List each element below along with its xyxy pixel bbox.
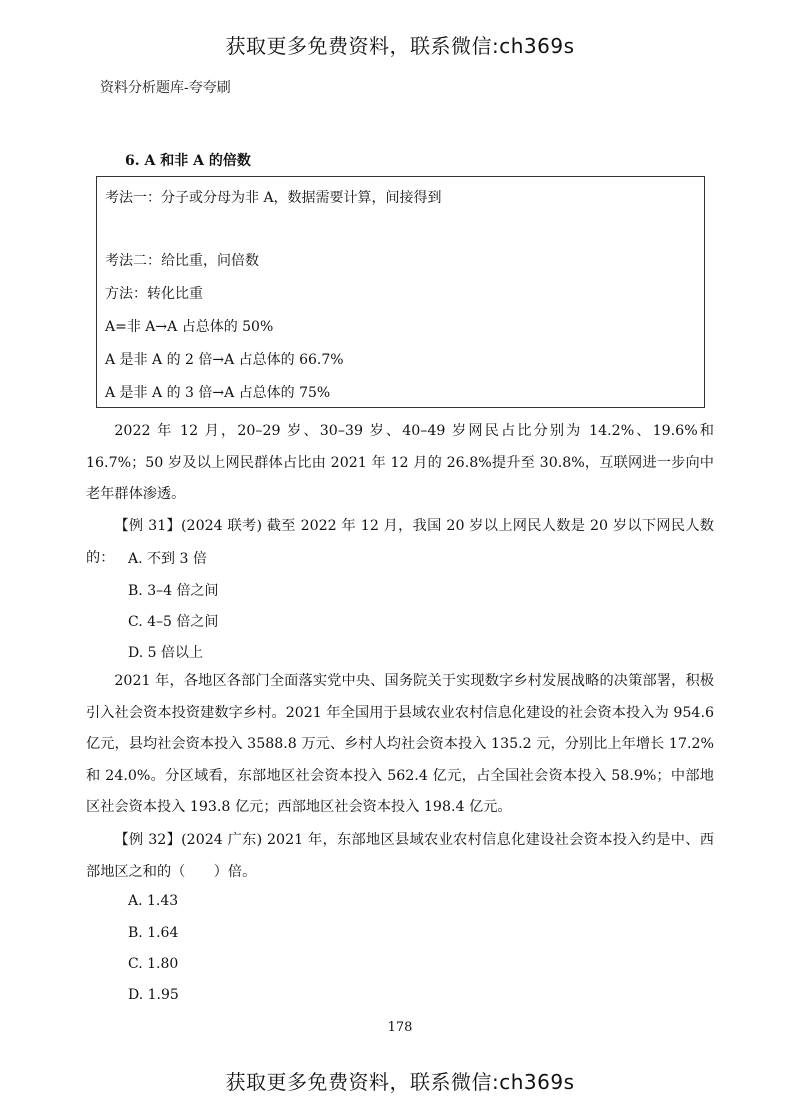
method-line-1: 考法一：分子或分母为非 A，数据需要计算，间接得到 [105, 190, 442, 206]
passage-1: 2022 年 12 月，20–29 岁、30–39 岁、40–49 岁网民占比分别为 14.2%、19.6%和 16.7%；50 岁及以上网民群体占比由 2021 年 12 月的 26.8%提升至 30.8%，互联网进一步向中老年群体渗透。 [86, 423, 714, 502]
method-box [96, 176, 705, 408]
method-line-3: 方法：转化比重 [105, 286, 203, 302]
question-32-option-b: B. 1.64 [128, 925, 179, 941]
method-line-4: A=非 A→A 占总体的 50% [105, 319, 274, 335]
method-line-6: A 是非 A 的 3 倍→A 占总体的 75% [105, 385, 331, 401]
bottom-banner: 获取更多免费资料，联系微信:ch369s [225, 1070, 575, 1094]
question-31-option-b: B. 3–4 倍之间 [128, 583, 219, 599]
page-number: 178 [387, 1020, 413, 1035]
top-banner: 获取更多免费资料，联系微信:ch369s [225, 34, 575, 58]
section-title: 6. A 和非 A 的倍数 [125, 153, 251, 169]
question-31-option-c: C. 4–5 倍之间 [128, 614, 219, 630]
passage-2: 2021 年，各地区各部门全面落实党中央、国务院关于实现数字乡村发展战略的决策部署，积极引入社会资本投资建数字乡村。2021 年全国用于县域农业农村信息化建设的社会资本投入为 954.6 亿元，县均社会资本投入 3588.8 万元、乡村人均社会资本投入 135.2 元，分别比上年增长 17.2%和 24.0%。分区域看，东部地区社会资本投入 562.4 亿元，占全国社会资本投入 58.9%；中部地区社会资本投入 193.8 亿元；西部地区社会资本投入 198.4 亿元。 [86, 673, 714, 815]
question-31-option-a: A. 不到 3 倍 [128, 551, 207, 567]
question-32-option-d: D. 1.95 [128, 987, 179, 1003]
question-31-option-d: D. 5 倍以上 [128, 645, 203, 661]
method-line-5: A 是非 A 的 2 倍→A 占总体的 66.7% [105, 352, 344, 368]
question-32-option-a: A. 1.43 [128, 893, 179, 909]
method-line-2: 考法二：给比重，问倍数 [105, 253, 259, 269]
question-32-stem: 【例 32】(2024 广东) 2021 年，东部地区县域农业农村信息化建设社会资本投入约是中、西部地区之和的（ ）倍。 [86, 832, 714, 880]
header-subtitle: 资料分析题库-夸夸刷 [100, 80, 231, 96]
question-31-stem: 【例 31】(2024 联考) 截至 2022 年 12 月，我国 20 岁以上网民人数是 20 岁以下网民人数的： [86, 518, 714, 566]
question-32-option-c: C. 1.80 [128, 956, 179, 972]
